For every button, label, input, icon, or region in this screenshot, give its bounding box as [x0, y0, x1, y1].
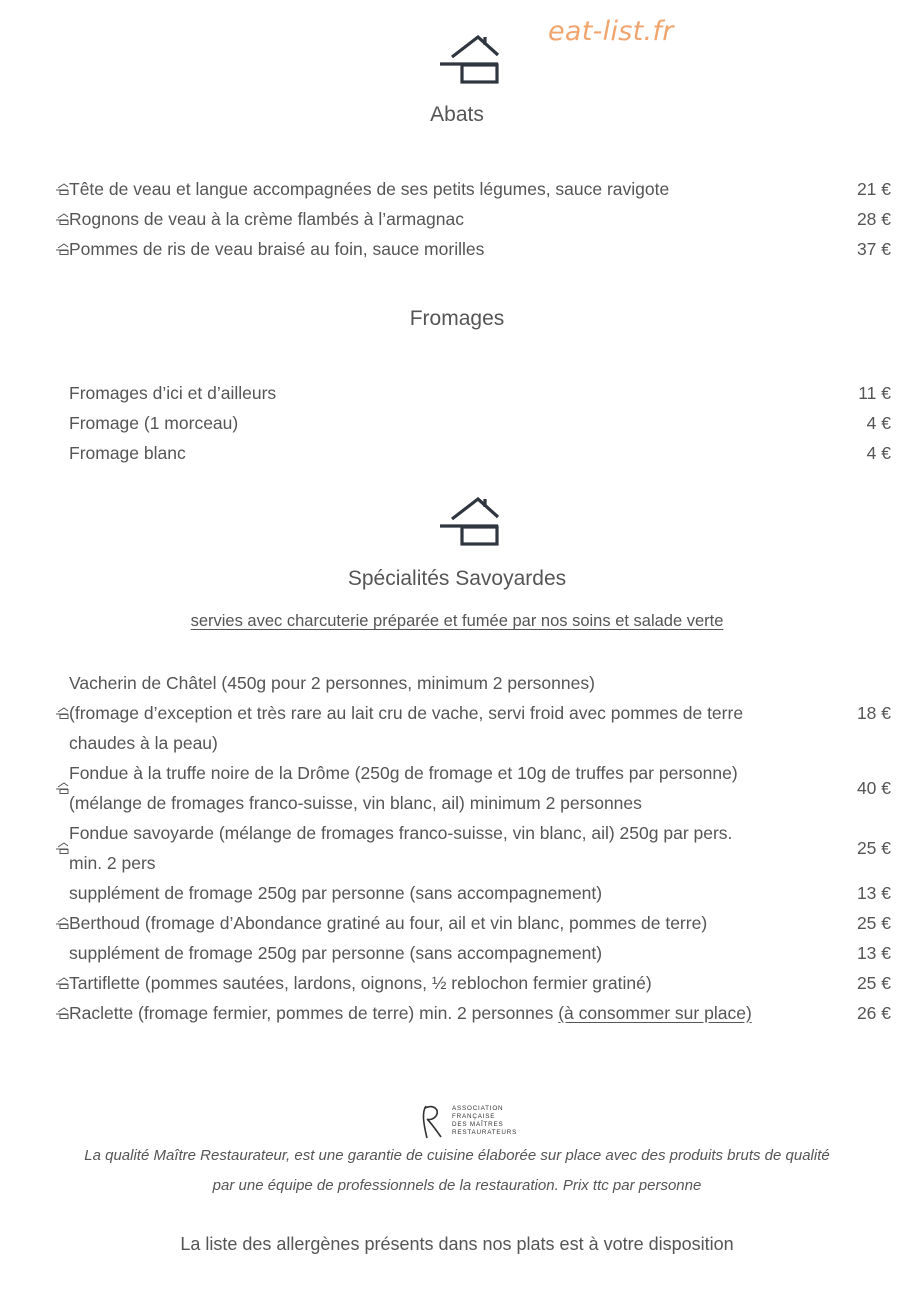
section-title-abats: Abats [430, 103, 484, 126]
menu-item-price: 40 € [856, 778, 891, 798]
menu-item-description: (mélange de fromages franco-suisse, vin blanc, ail) minimum 2 personnes [69, 793, 642, 813]
menu-item-price: 11 € [858, 383, 891, 403]
house-marker-icon [56, 842, 70, 854]
menu-item-name: Fromages d’ici et d’ailleurs [69, 383, 277, 403]
menu-item-price: 28 € [856, 209, 891, 229]
menu-item-name [69, 998, 752, 1028]
menu-item-name: Pommes de ris de veau braisé au foin, sauce morilles [69, 239, 485, 259]
house-marker-icon [56, 243, 70, 255]
menu-item-price: 26 € [856, 1003, 891, 1023]
menu-item-price: 25 € [856, 838, 891, 858]
menu-item-description: (fromage d’exception et très rare au lait cru de vache, servi froid avec pommes de terre [69, 703, 744, 723]
menu-item-name: Fondue savoyarde (mélange de fromages franco-suisse, vin blanc, ail) 250g par pers. [69, 823, 733, 843]
house-marker-icon [56, 977, 70, 989]
logo-line: FRANÇAISE [452, 1113, 496, 1120]
menu-item-name: Tête de veau et langue accompagnées de ses petits légumes, sauce ravigote [69, 179, 670, 199]
menu-item-name: Fondue à la truffe noire de la Drôme (250g de fromage et 10g de truffes par personne) [69, 763, 738, 783]
house-marker-icon [56, 917, 70, 929]
menu-item-price: 25 € [856, 973, 891, 993]
menu-item-price: 37 € [856, 239, 891, 259]
quality-note-line1: La qualité Maître Restaurateur, est une garantie de cuisine élaborée sur place avec des produits bruts de qualité [84, 1147, 830, 1164]
menu-item-description: chaudes à la peau) [69, 733, 218, 753]
menu-item-name: supplément de fromage 250g par personne (sans accompagnement) [69, 883, 603, 903]
logo-line: RESTAURATEURS [452, 1129, 518, 1136]
house-logo-icon [440, 35, 506, 85]
logo-line: DES MAÎTRES [452, 1121, 504, 1128]
menu-item-note: (à consommer sur place) [558, 1003, 752, 1023]
house-logo-icon [440, 497, 506, 547]
house-marker-icon [56, 707, 70, 719]
menu-item-name: Tartiflette (pommes sautées, lardons, oignons, ½ reblochon fermier gratiné) [69, 973, 652, 993]
section-title-savoyardes: Spécialités Savoyardes [347, 567, 567, 590]
menu-item-description: min. 2 pers [69, 853, 156, 873]
menu-item-price: 13 € [856, 943, 891, 963]
menu-item-name: Vacherin de Châtel (450g pour 2 personnes, minimum 2 personnes) [69, 673, 595, 693]
menu-item-price: 4 € [866, 443, 891, 463]
menu-item-price: 25 € [856, 913, 891, 933]
section-subtitle: servies avec charcuterie préparée et fumée par nos soins et salade verte [190, 612, 724, 630]
house-marker-icon [56, 1007, 70, 1019]
menu-item-name: Rognons de veau à la crème flambés à l’armagnac [69, 209, 464, 229]
allergen-notice: La liste des allergènes présents dans nos plats est à votre disposition [180, 1234, 734, 1254]
logo-line: ASSOCIATION [452, 1105, 504, 1112]
maitres-restaurateurs-logo-icon [420, 1104, 444, 1140]
house-marker-icon [56, 213, 70, 225]
menu-item-price: 4 € [866, 413, 891, 433]
watermark-text: eat-list.fr [548, 16, 674, 47]
quality-note-line2: par une équipe de professionnels de la restauration. Prix ttc par personne [212, 1177, 702, 1194]
menu-item-name: Fromage blanc [69, 443, 186, 463]
house-marker-icon [56, 183, 70, 195]
menu-item-name: supplément de fromage 250g par personne (sans accompagnement) [69, 943, 603, 963]
menu-item-name-text: Raclette (fromage fermier, pommes de terre) min. 2 personnes [69, 1003, 559, 1023]
association-logo-text [452, 1105, 517, 1137]
house-marker-icon [56, 782, 70, 794]
menu-item-price: 18 € [856, 703, 891, 723]
menu-item-price: 13 € [856, 883, 891, 903]
menu-item-name: Berthoud (fromage d’Abondance gratiné au four, ail et vin blanc, pommes de terre) [69, 913, 708, 933]
menu-item-name: Fromage (1 morceau) [69, 413, 239, 433]
menu-item-price: 21 € [856, 179, 891, 199]
section-title-fromages: Fromages [409, 307, 505, 330]
